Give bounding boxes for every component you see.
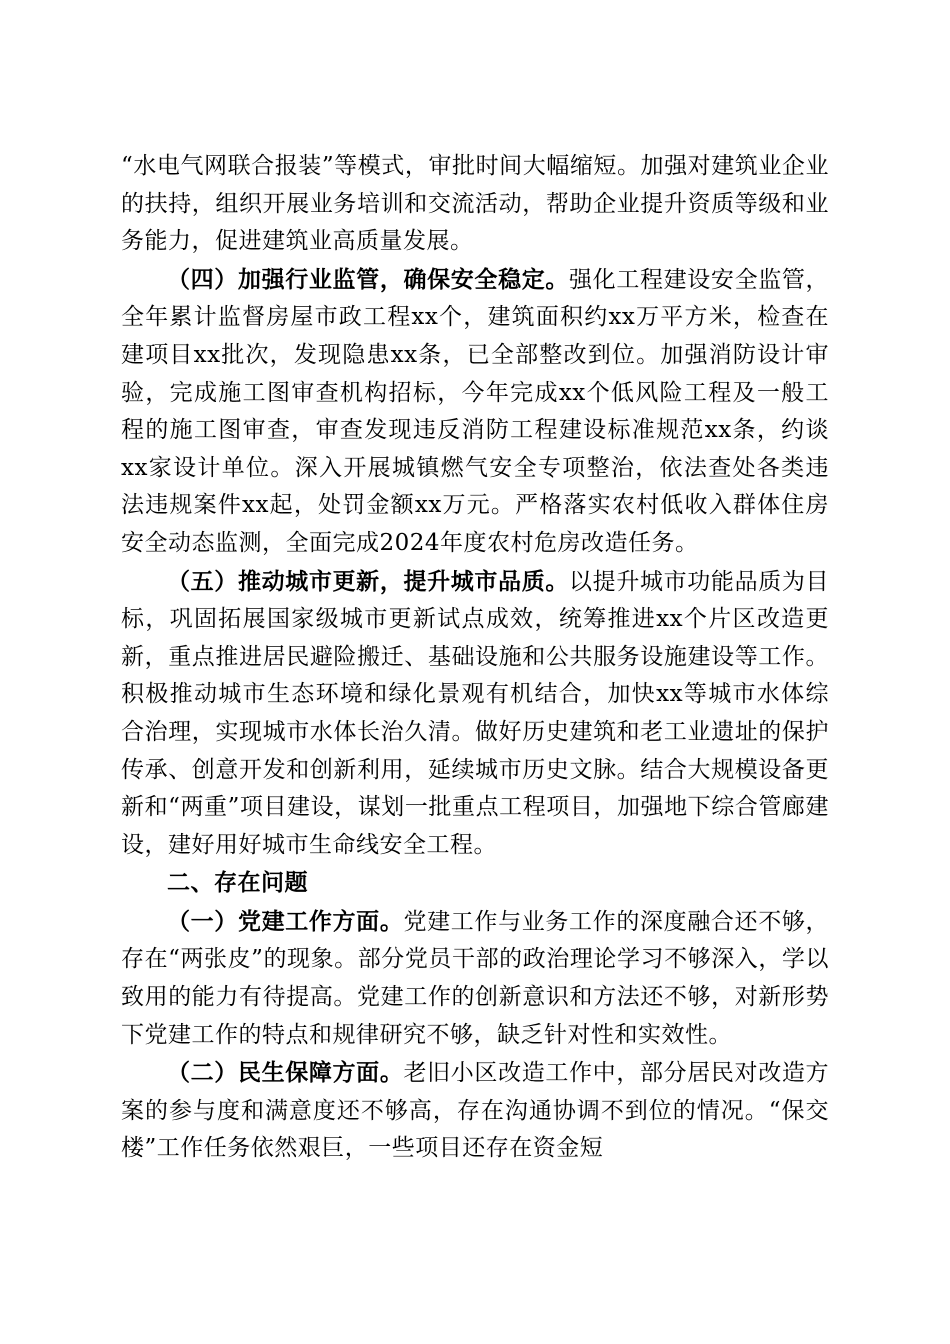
paragraph-problem-2 [121,1054,829,1168]
section-heading: （五）推动城市更新，提升城市品质。 [167,567,570,595]
paragraph-continuation [121,148,829,261]
section-heading: （二）民生保障方面。 [167,1059,404,1087]
paragraph-text: 强化工程建设安全监管，全年累计监督房屋市政工程xx个，建筑面积约xx万平方米，检查在建项目xx批次，发现隐患xx条，已全部整改到位。加强消防设计审验，完成施工图审查机构招标，今年完成xx个低风险工程及一般工程的施工图审查，审查发现违反消防工程建设标准规范xx条，约谈xx家设计单位。深入开展城镇燃气安全专项整治，依法查处各类违法违规案件xx起，处罚金额xx万元。严格落实农村低收入群体住房安全动态监测，全面完成2024年度农村危房改造任务。 [121,266,830,556]
section-heading: （四）加强行业监管，确保安全稳定。 [167,265,570,293]
chapter-heading-problems [121,864,829,903]
paragraph-section-5 [121,563,829,865]
section-heading: （一）党建工作方面。 [167,907,404,935]
paragraph-problem-1 [121,903,829,1054]
paragraph-text: 以提升城市功能品质为目标，巩固拓展国家级城市更新试点成效，统筹推进xx个片区改造更新，重点推进居民避险搬迁、基础设施和公共服务设施建设等工作。积极推动城市生态环境和绿化景观有机结合，加快xx等城市水体综合治理，实现城市水体长治久清。做好历史建筑和老工业遗址的保护传承、创意开发和创新利用，延续城市历史文脉。结合大规模设备更新和“两重”项目建设，谋划一批重点工程项目，加强地下综合管廊建设，建好用好城市生命线安全工程。 [121,568,830,858]
paragraph-text: 老旧小区改造工作中，部分居民对改造方案的参与度和满意度还不够高，存在沟通协调不到位的情况。“保交楼”工作任务依然艰巨，一些项目还存在资金短 [121,1060,830,1162]
paragraph-text: “水电气网联合报装”等模式，审批时间大幅缩短。加强对建筑业企业的扶持，组织开展业务培训和交流活动，帮助企业提升资质等级和业务能力，促进建筑业高质量发展。 [121,153,829,255]
chapter-heading: 二、存在问题 [167,869,308,897]
document-body [121,148,829,1168]
paragraph-section-4 [121,261,829,563]
paragraph-text: 党建工作与业务工作的深度融合还不够，存在“两张皮”的现象。部分党员干部的政治理论学习不够深入，学以致用的能力有待提高。党建工作的创新意识和方法还不够，对新形势下党建工作的特点和规律研究不够，缺乏针对性和实效性。 [121,908,830,1048]
